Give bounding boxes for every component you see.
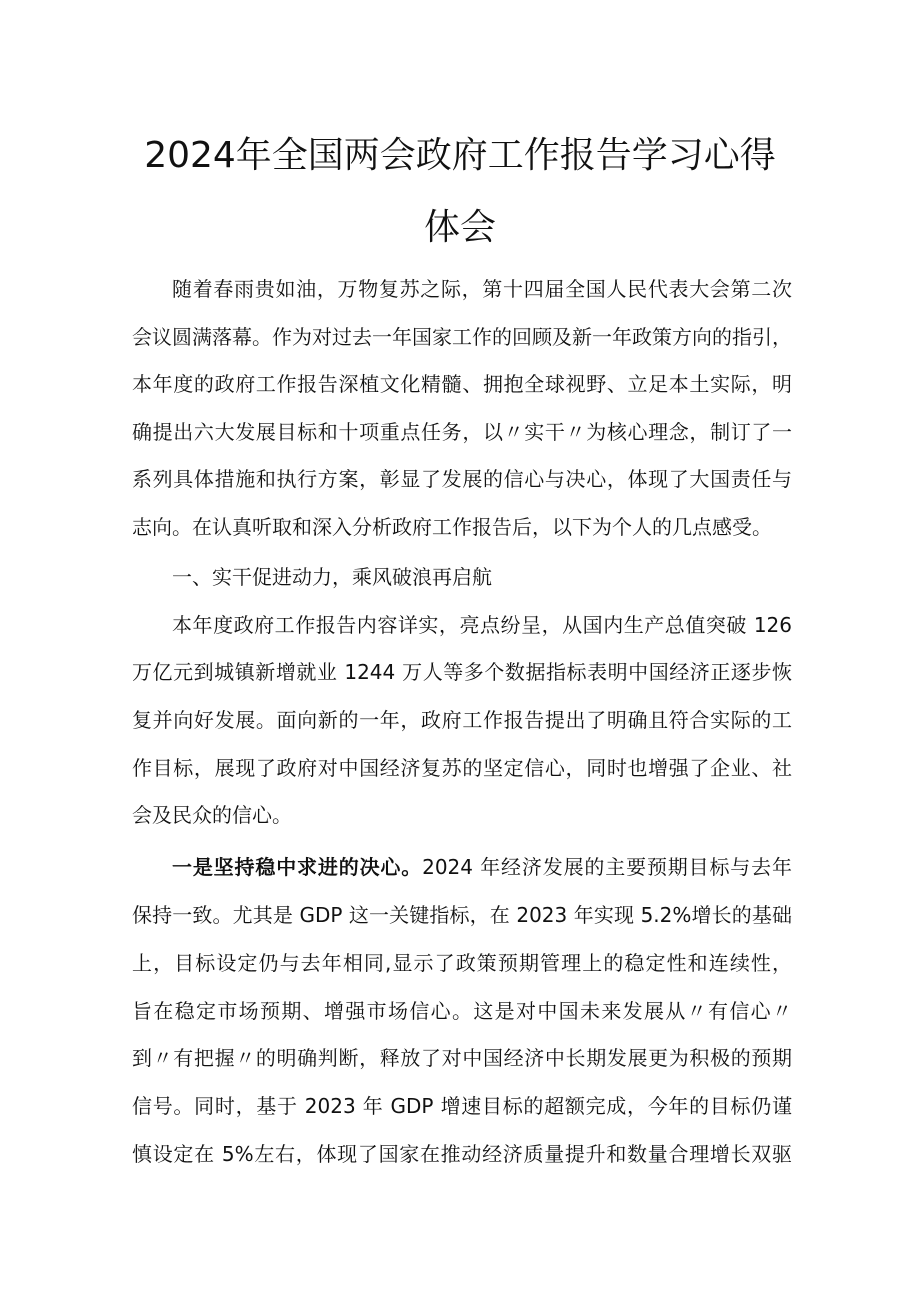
paragraph-1-line: 志向。在认真听取和深入分析政府工作报告后，以下为个人的几点感受。	[132, 515, 772, 539]
paragraph-3-first-rest: 2024 年经济发展的主要预期目标与去年	[422, 855, 792, 879]
paragraph-1-line: 确提出六大发展目标和十项重点任务，以〃实干〃为核心理念，制订了一	[132, 420, 792, 444]
paragraph-3-line: 到〃有把握〃的明确判断，释放了对中国经济中长期发展更为积极的预期	[132, 1046, 792, 1070]
paragraph-3-line: 信号。同时，基于 2023 年 GDP 增速目标的超额完成，今年的目标仍谨	[132, 1094, 792, 1118]
paragraph-1-line: 随着春雨贵如油，万物复苏之际，第十四届全国人民代表大会第二次	[172, 277, 792, 301]
paragraph-3-line: 保持一致。尤其是 GDP 这一关键指标，在 2023 年实现 5.2%增长的基础	[132, 903, 792, 927]
paragraph-3-line: 上，目标设定仍与去年相同,显示了政策预期管理上的稳定性和连续性，	[132, 951, 792, 975]
paragraph-1-line: 本年度的政府工作报告深植文化精髓、拥抱全球视野、立足本土实际，明	[132, 372, 792, 396]
paragraph-2-line: 万亿元到城镇新增就业 1244 万人等多个数据指标表明中国经济正逐步恢	[132, 660, 792, 684]
paragraph-1-line: 系列具体措施和执行方案，彰显了发展的信心与决心，体现了大国责任与	[132, 467, 792, 491]
document-title-line-1: 2024年全国两会政府工作报告学习心得	[144, 135, 776, 176]
paragraph-2-line: 本年度政府工作报告内容详实，亮点纷呈，从国内生产总值突破 126	[172, 613, 792, 637]
paragraph-2-line: 复并向好发展。面向新的一年，政府工作报告提出了明确且符合实际的工	[132, 708, 792, 732]
paragraph-3-first-line	[172, 852, 792, 882]
paragraph-3-lead: 一是坚持稳中求进的决心。	[172, 855, 423, 879]
paragraph-2-line: 作目标，展现了政府对中国经济复苏的坚定信心，同时也增强了企业、社	[132, 756, 792, 780]
document-title-line-2: 体会	[423, 207, 496, 248]
paragraph-3-line: 旨在稳定市场预期、增强市场信心。这是对中国未来发展从〃有信心〃	[132, 999, 792, 1023]
paragraph-2-line: 会及民众的信心。	[132, 803, 292, 827]
section-1-heading: 一、实干促进动力，乘风破浪再启航	[172, 565, 492, 589]
paragraph-3-line: 慎设定在 5%左右，体现了国家在推动经济质量提升和数量合理增长双驱	[132, 1142, 792, 1166]
paragraph-1-line: 会议圆满落幕。作为对过去一年国家工作的回顾及新一年政策方向的指引，	[132, 325, 792, 349]
